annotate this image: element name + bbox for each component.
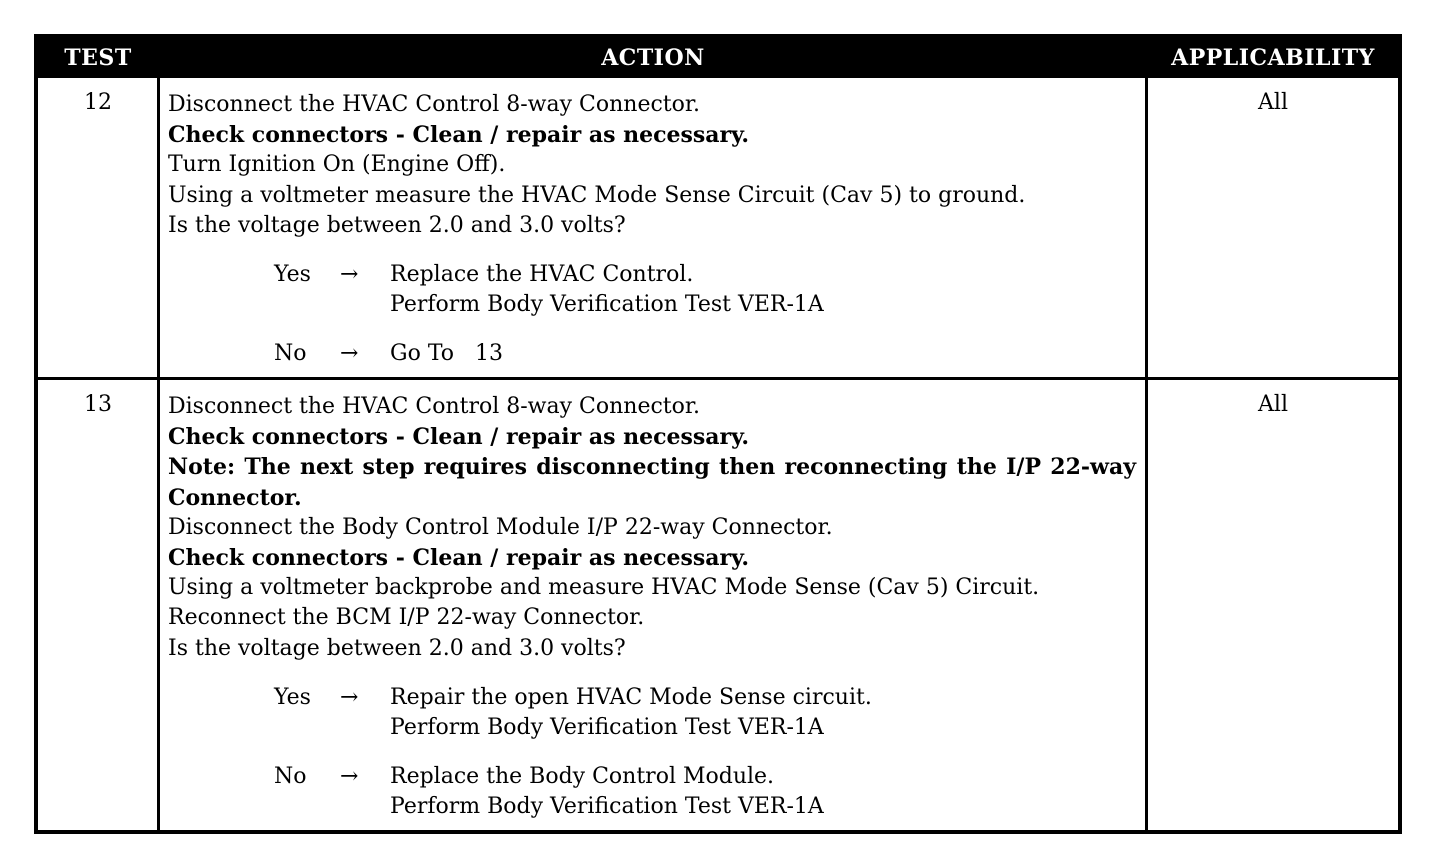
response-text: Replace the HVAC Control. bbox=[390, 262, 694, 288]
arrow-icon: → bbox=[340, 341, 359, 367]
action-step: Is the voltage between 2.0 and 3.0 volts? bbox=[168, 212, 626, 238]
column-divider bbox=[1145, 78, 1148, 830]
action-step: Check connectors - Clean / repair as necessary. bbox=[168, 122, 750, 149]
action-step: Reconnect the BCM I/P 22-way Connector. bbox=[168, 605, 645, 631]
yes-response bbox=[168, 683, 1138, 743]
no-response bbox=[168, 762, 1138, 822]
action-cell bbox=[168, 392, 1138, 823]
action-step: Turn Ignition On (Engine Off). bbox=[168, 152, 506, 178]
action-step: Check connectors - Clean / repair as necessary. bbox=[168, 545, 750, 572]
action-step: Disconnect the Body Control Module I/P 22-way Connector. bbox=[168, 514, 833, 540]
column-divider bbox=[157, 78, 160, 830]
arrow-icon: → bbox=[340, 262, 359, 288]
test-number: 13 bbox=[84, 392, 112, 417]
arrow-icon: → bbox=[340, 764, 359, 790]
yes-response bbox=[168, 260, 1138, 320]
no-response bbox=[168, 339, 1138, 369]
action-cell bbox=[168, 90, 1138, 370]
action-step: Using a voltmeter backprobe and measure HVAC Mode Sense (Cav 5) Circuit. bbox=[168, 575, 1040, 601]
action-note: Note: The next step requires disconnecting then reconnecting the I/P 22-way Connector. bbox=[168, 454, 1136, 511]
response-text: Perform Body Verification Test VER-1A bbox=[390, 715, 824, 741]
header-test: TEST bbox=[64, 45, 132, 71]
yes-label: Yes bbox=[274, 684, 311, 710]
response-text: Perform Body Verification Test VER-1A bbox=[390, 794, 824, 820]
action-step: Using a voltmeter measure the HVAC Mode Sense Circuit (Cav 5) to ground. bbox=[168, 182, 1026, 208]
applicability-cell: All bbox=[1258, 90, 1288, 115]
response-text: Go To 13 bbox=[390, 341, 503, 367]
response-text: Repair the open HVAC Mode Sense circuit. bbox=[390, 684, 872, 710]
action-step: Check connectors - Clean / repair as necessary. bbox=[168, 424, 750, 451]
action-step: Disconnect the HVAC Control 8-way Connector. bbox=[168, 92, 700, 117]
response-text: Perform Body Verification Test VER-1A bbox=[390, 292, 824, 318]
action-step: Is the voltage between 2.0 and 3.0 volts? bbox=[168, 635, 626, 661]
header-applicability: APPLICABILITY bbox=[1171, 45, 1375, 71]
table-header bbox=[38, 38, 1398, 78]
test-number: 12 bbox=[84, 90, 112, 115]
applicability-cell: All bbox=[1258, 392, 1288, 417]
no-label: No bbox=[274, 341, 307, 367]
action-step: Disconnect the HVAC Control 8-way Connector. bbox=[168, 394, 700, 419]
row-divider bbox=[38, 377, 1398, 380]
yes-label: Yes bbox=[274, 262, 311, 288]
diagnostic-table bbox=[34, 34, 1402, 834]
response-text: Replace the Body Control Module. bbox=[390, 764, 775, 790]
header-action: ACTION bbox=[601, 45, 705, 71]
arrow-icon: → bbox=[340, 684, 359, 710]
no-label: No bbox=[274, 764, 307, 790]
